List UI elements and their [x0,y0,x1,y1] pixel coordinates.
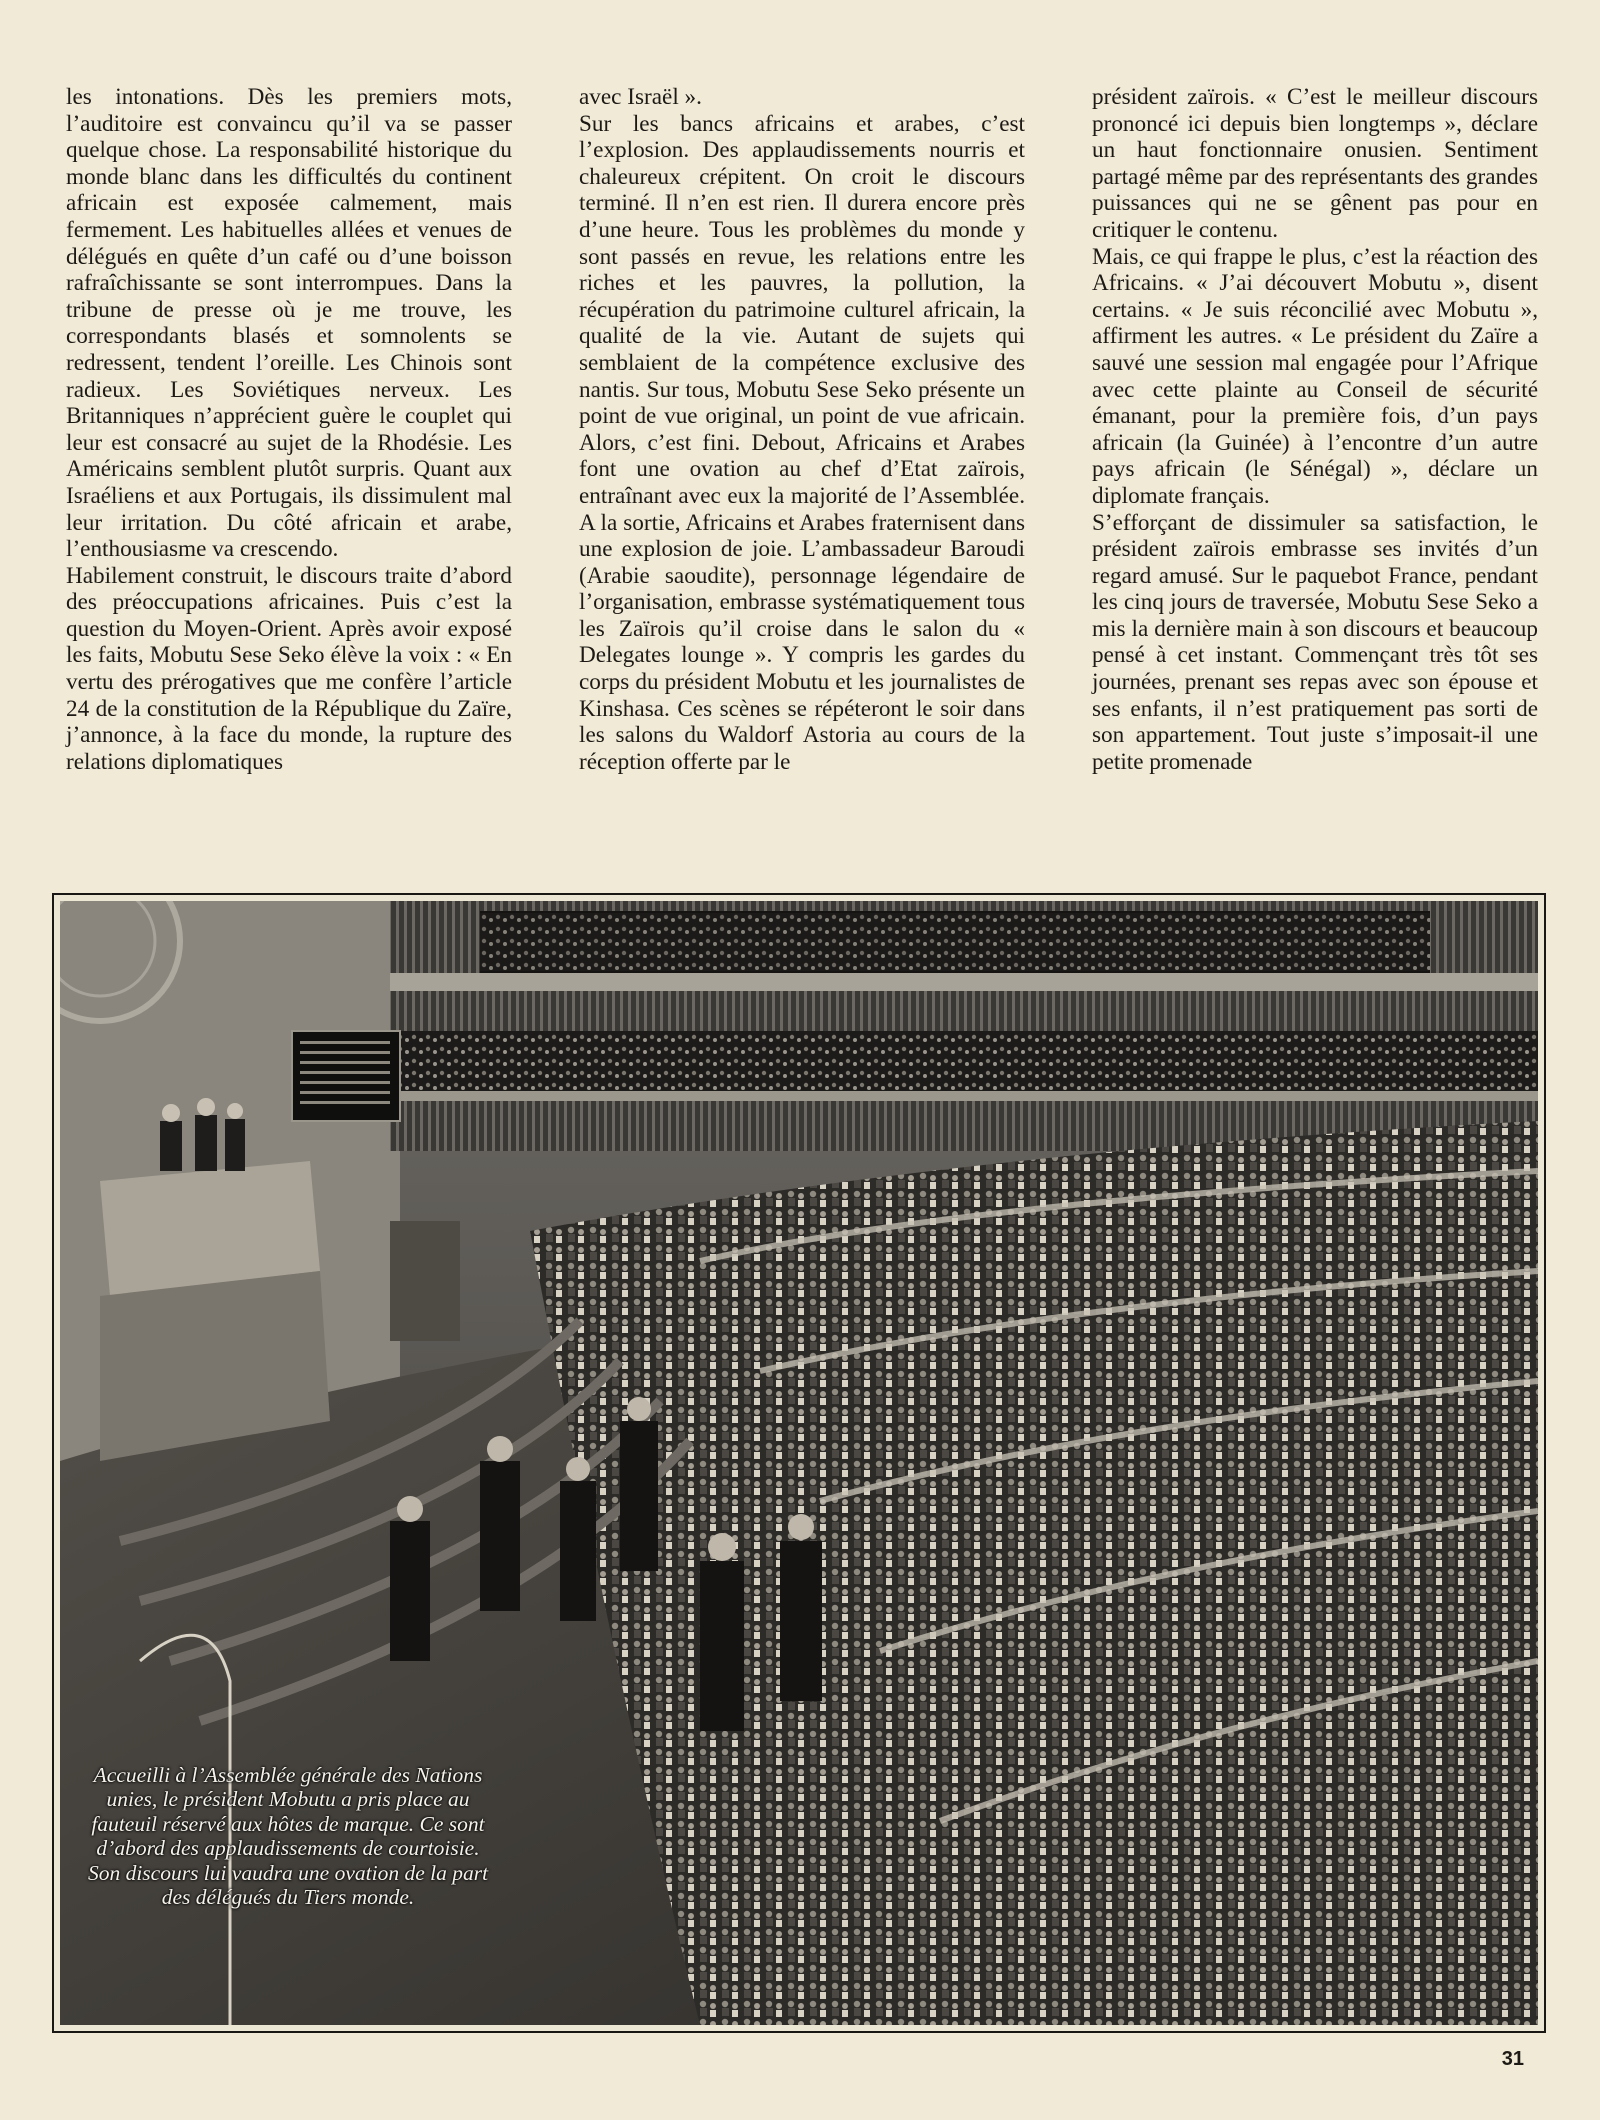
article-columns [66,84,1538,874]
column-3 [1092,84,1538,874]
paragraph: président zaïrois. « C’est le meilleur discours prononcé ici depuis bien longtemps », déclare un haut fonctionnaire onusien. Sentiment partagé même par des représentants des grandes puissances qui ne se gênent pas pour en critiquer le contenu. [1092,84,1538,243]
page-number: 31 [1501,2048,1524,2070]
paragraph: Mais, ce qui frappe le plus, c’est la réaction des Africains. « J’ai découvert Mobutu », disent certains. « Je suis réconcilié avec Mobutu », affirment les autres. « Le président du Zaïre a sauvé une session mal engagée pour l’Afrique avec cette plainte au Conseil de sécurité émanant, pour la première fois, d’un pays africain (la Guinée) à l’encontre d’un autre pays africain (le Sénégal) », déclare un diplomate français. [1092,243,1538,509]
photo-caption: Accueilli à l’Assemblée générale des Nations unies, le président Mobutu a pris place au fauteuil réservé aux hôtes de marque. Ce sont d’abord des applaudissements de courtoisie. Son discours lui vaudra une ovation de la part des délégués du Tiers monde. [87,1763,489,1910]
column-1 [66,84,512,874]
paragraph: S’efforçant de dissimuler sa satisfaction, le président zaïrois embrasse ses invités d’un regard amusé. Sur le paquebot France, pendant les cinq jours de traversée, Mobutu Sese Seko a mis la dernière main à son discours et beaucoup pensé à cet instant. Commençant très tôt ses journées, prenant ses repas avec son épouse et ses enfants, il n’est pratiquement pas sorti de son appartement. Tout juste s’imposait-il une petite promenade [1092,509,1538,775]
paragraph: avec Israël ». [579,84,702,110]
photo-frame [52,893,1546,2033]
paragraph: Habilement construit, le discours traite d’abord des préoccupations africaines. Puis c’est la question du Moyen-Orient. Après avoir exposé les faits, Mobutu Sese Seko élève la voix : « En vertu des prérogatives que me confère l’article 24 de la constitution de la République du Zaïre, j’annonce, à la face du monde, la rupture des relations diplomatiques [66,562,512,775]
column-2 [579,84,1025,874]
assembly-photo [60,901,1538,2025]
paragraph: les intonations. Dès les premiers mots, l’auditoire est convaincu qu’il va se passer quelque chose. La responsabilité historique du monde blanc dans les difficultés du continent africain est exposée calmement, mais fermement. Les habituelles allées et venues de délégués en quête d’un café ou d’une boisson rafraîchissante se sont interrompues. Dans la tribune de presse où je me trouve, les correspondants blasés et somnolents se redressent, tendent l’oreille. Les Chinois sont radieux. Les Soviétiques nerveux. Les Britanniques n’apprécient guère le couplet qui leur est consacré au sujet de la Rhodésie. Les Américains semblent plutôt surpris. Quant aux Israéliens et aux Portugais, ils dissimulent mal leur irritation. Du côté africain et arabe, l’enthousiasme va crescendo. [66,84,512,563]
paragraph: Sur les bancs africains et arabes, c’est l’explosion. Des applaudissements nourris et chaleureux crépitent. On croit le discours terminé. Il n’en est rien. Il durera encore près d’une heure. Tous les problèmes du monde y sont passés en revue, les relations entre les riches et les pauvres, la pollution, la récupération du patrimoine culturel africain, la qualité de la vie. Autant de sujets qui semblaient de la compétence exclusive des nantis. Sur tous, Mobutu Sese Seko présente un point de vue original, un point de vue africain. Alors, c’est fini. Debout, Africains et Arabes font une ovation au chef d’Etat zaïrois, entraînant avec eux la majorité de l’Assemblée. A la sortie, Africains et Arabes fraternisent dans une explosion de joie. L’ambassadeur Baroudi (Arabie saoudite), personnage légendaire de l’organisation, embrasse systématiquement tous les Zaïrois qu’il croise dans le salon du « Delegates lounge ». Y compris les gardes du corps du président Mobutu et les journalistes de Kinshasa. Ces scènes se répéteront le soir dans les salons du Waldorf Astoria au cours de la réception offerte par le [579,110,1025,775]
